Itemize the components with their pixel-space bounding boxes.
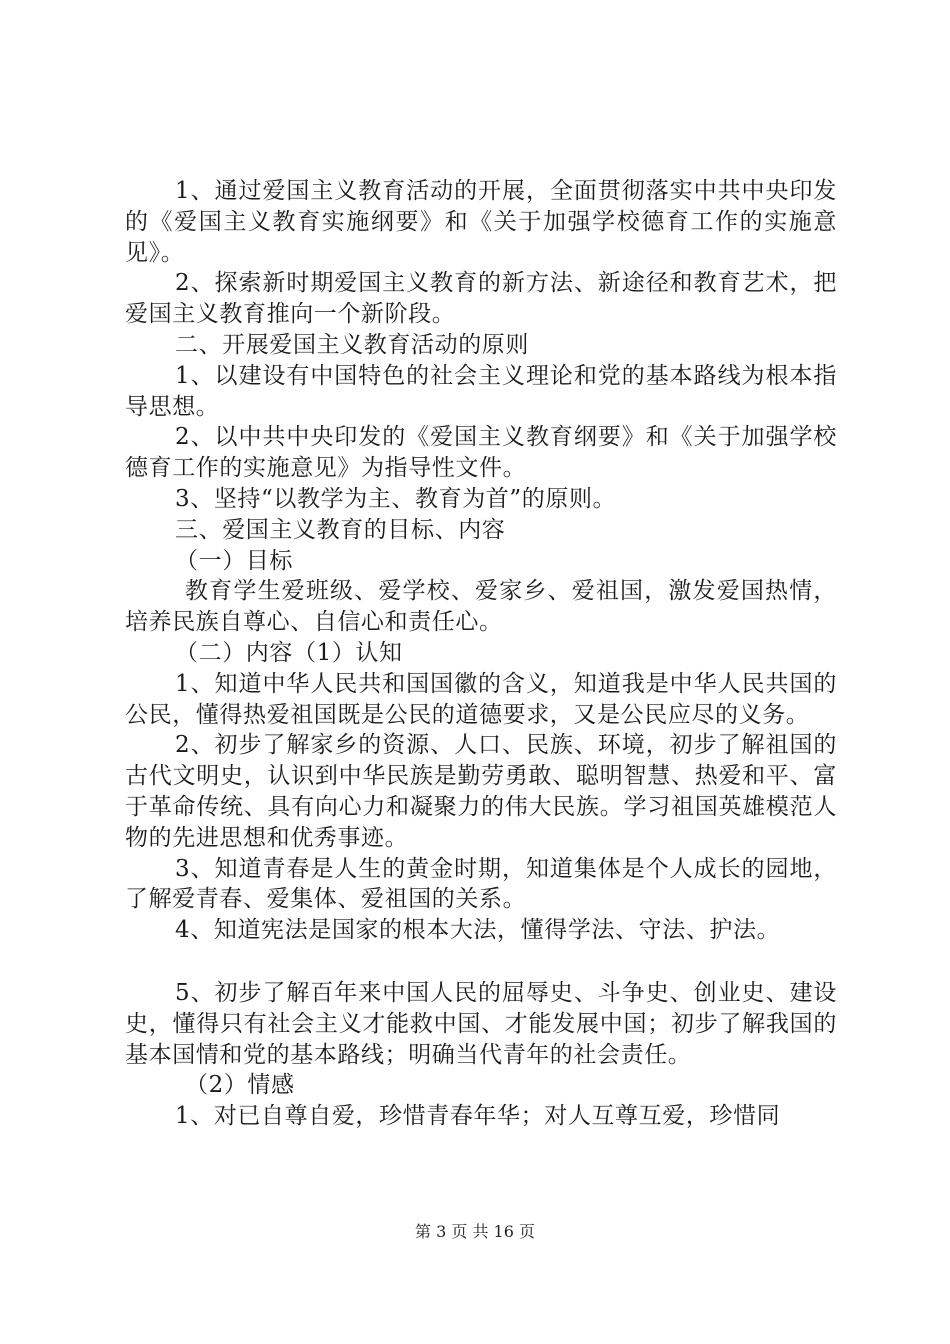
paragraph: 2、探索新时期爱国主义教育的新方法、新途径和教育艺术，把爱国主义教育推向一个新阶段。: [125, 270, 837, 328]
paragraph: 4、知道宪法是国家的根本大法，懂得学法、守法、护法。: [175, 917, 781, 944]
paragraph: 2、以中共中央印发的《爱国主义教育纲要》和《关于加强学校德育工作的实施意见》为指导性文件。: [125, 424, 837, 482]
paragraph: 教育学生爱班级、爱学校、爱家乡、爱祖国，激发爱国热情，培养民族自尊心、自信心和责任心。: [125, 578, 837, 636]
paragraph: 1、以建设有中国特色的社会主义理论和党的基本路线为根本指导思想。: [125, 362, 837, 420]
subsection-heading: （一）目标: [175, 547, 293, 574]
section-heading: 二、开展爱国主义教育活动的原则: [175, 331, 529, 358]
paragraph: 5、初步了解百年来中国人民的屈辱史、斗争史、创业史、建设史，懂得只有社会主义才能救中国、才能发展中国；初步了解我国的基本国情和党的基本路线；明确当代青年的社会责任。: [125, 979, 837, 1068]
page-number-footer: 第 3 页 共 16 页: [415, 1222, 535, 1241]
section-heading: 三、爱国主义教育的目标、内容: [175, 516, 506, 543]
paragraph: 1、通过爱国主义教育活动的开展，全面贯彻落实中共中央印发的《爱国主义教育实施纲要》和《关于加强学校德育工作的实施意见》。: [125, 178, 837, 266]
paragraph: 3、坚持“以教学为主、教育为首”的原则。: [175, 485, 617, 512]
paragraph: 1、知道中华人民共和国国徽的含义，知道我是中华人民共国的公民，懂得热爱祖国既是公民的道德要求，又是公民应尽的义务。: [125, 670, 837, 728]
paragraph: 1、对已自尊自爱，珍惜青春年华；对人互尊互爱，珍惜同: [175, 1103, 781, 1130]
paragraph: 2、初步了解家乡的资源、人口、民族、环境，初步了解祖国的古代文明史，认识到中华民族是勤劳勇敢、聪明智慧、热爱和平、富于革命传统、具有向心力和凝聚力的伟大民族。学习祖国英雄模范人物的先进思想和优秀事迹。: [125, 732, 837, 851]
document-body: [125, 176, 837, 1132]
subsection-heading: （二）内容（1）认知: [175, 639, 403, 666]
paragraph: 3、知道青春是人生的黄金时期，知道集体是个人成长的园地，了解爱青春、爱集体、爱祖国的关系。: [125, 855, 837, 913]
subsection-heading: （2）情感: [185, 1072, 295, 1099]
